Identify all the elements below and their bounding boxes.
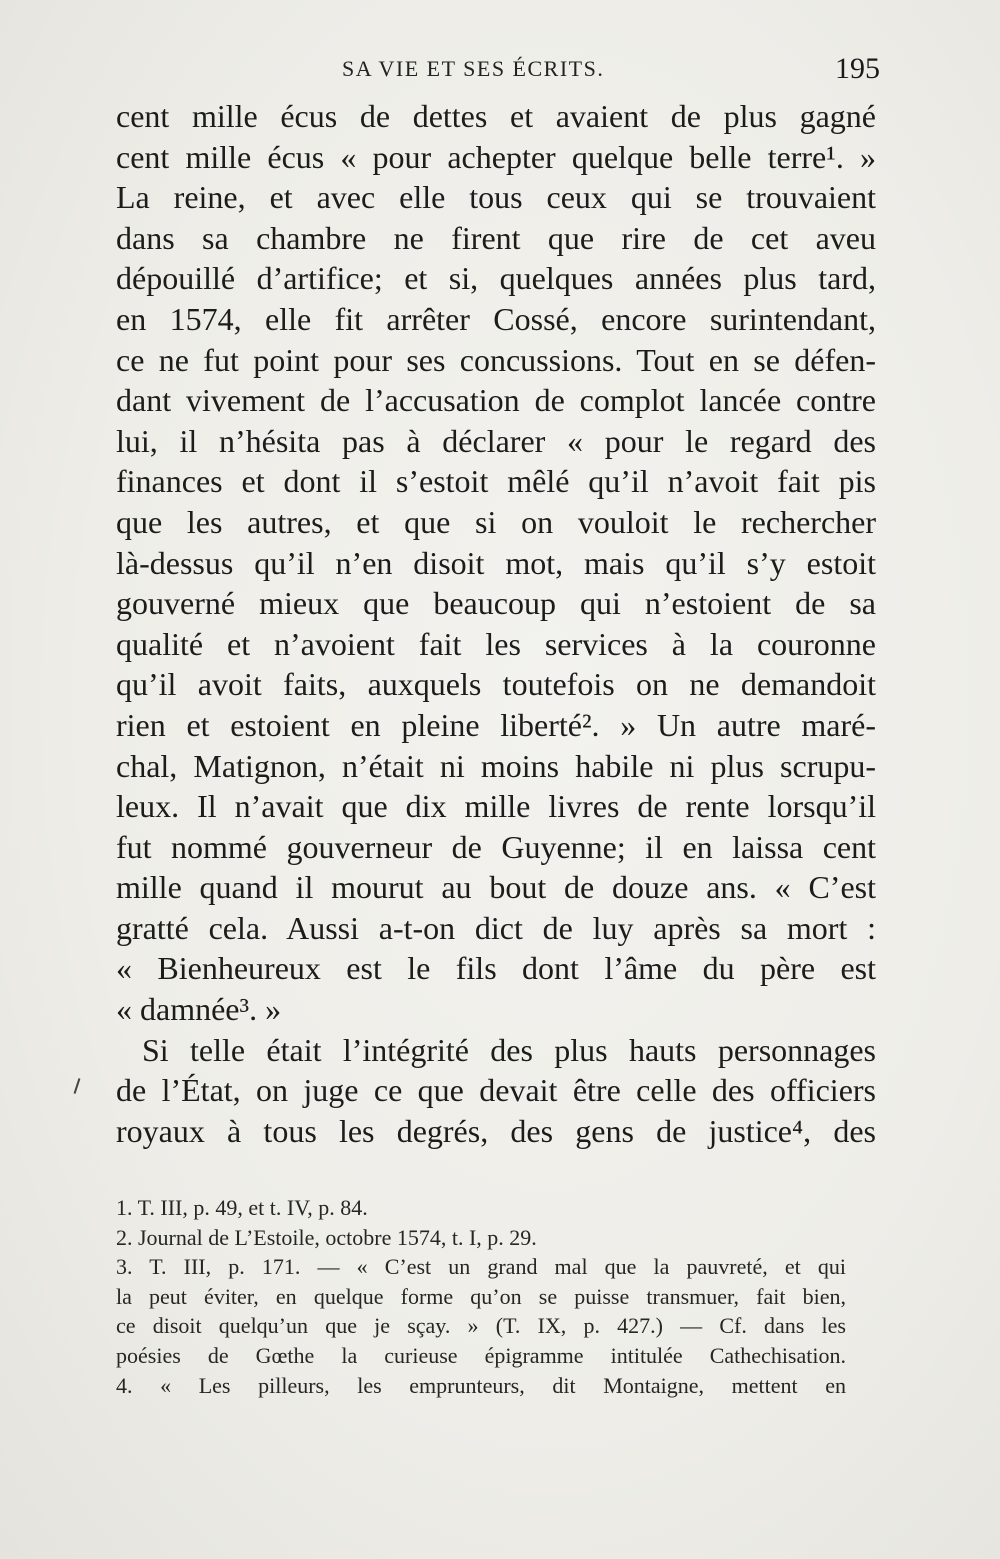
footnote-line: 4. « Les pilleurs, les emprunteurs, dit Montaigne, mettent en	[116, 1372, 846, 1398]
text-line: « damnée³. »	[116, 991, 282, 1028]
text-line: royaux à tous les degrés, des gens de justice⁴, des	[116, 1112, 876, 1149]
text-line: que les autres, et que si on vouloit le rechercher	[116, 503, 876, 540]
page-number: 195	[835, 52, 880, 85]
stray-ink-mark	[74, 1078, 81, 1094]
text-line: Si telle était l’intégrité des plus hauts personnages	[142, 1031, 876, 1068]
running-head: SA VIE ET SES ÉCRITS.	[342, 56, 605, 81]
footnote-line: la peut éviter, en quelque forme qu’on se puisse transmuer, fait bien,	[116, 1283, 846, 1309]
footnote-line: ce disoit quelqu’un que je sçay. » (T. IX, p. 427.) — Cf. dans les	[116, 1313, 846, 1339]
footnotes	[116, 1193, 846, 1400]
text-line: mille quand il mourut au bout de douze ans. « C’est	[116, 869, 876, 906]
text-line: « Bienheureux est le fils dont l’âme du père est	[116, 950, 876, 987]
text-line: cent mille écus de dettes et avaient de plus gagné	[116, 98, 876, 134]
body-text	[116, 96, 876, 1151]
text-line: cent mille écus « pour achepter quelque belle terre¹. »	[116, 138, 876, 175]
text-line: finances et dont il s’estoit mêlé qu’il n’avoit fait pis	[116, 463, 876, 500]
footnote-line: 2. Journal de L’Estoile, octobre 1574, t. I, p. 29.	[116, 1224, 537, 1250]
text-line: en 1574, elle fit arrêter Cossé, encore surintendant,	[116, 300, 876, 337]
footnote-line: 1. T. III, p. 49, et t. IV, p. 84.	[116, 1195, 368, 1220]
page-header	[110, 50, 880, 90]
text-line: lui, il n’hésita pas à déclarer « pour le regard des	[116, 422, 876, 459]
text-line: dant vivement de l’accusation de complot lancée contre	[116, 382, 876, 419]
text-line: chal, Matignon, n’était ni moins habile ni plus scrupu-	[116, 747, 876, 784]
text-line: gouverné mieux que beaucoup qui n’estoient de sa	[116, 585, 876, 622]
text-line: de l’État, on juge ce que devait être celle des officiers	[116, 1072, 876, 1109]
text-line: qualité et n’avoient fait les services à la couronne	[116, 625, 876, 662]
text-line: dépouillé d’artifice; et si, quelques années plus tard,	[116, 260, 876, 297]
text-line: ce ne fut point pour ses concussions. Tout en se défen-	[116, 341, 876, 378]
text-line: là-dessus qu’il n’en disoit mot, mais qu’il s’y estoit	[116, 544, 876, 581]
text-line: dans sa chambre ne firent que rire de cet aveu	[116, 219, 876, 256]
text-line: qu’il avoit faits, auxquels toutefois on ne demandoit	[116, 666, 876, 703]
footnote-line: poésies de Gœthe la curieuse épigramme intitulée Cathechisation.	[116, 1342, 846, 1368]
text-line: La reine, et avec elle tous ceux qui se trouvaient	[116, 179, 876, 216]
footnote-line: 3. T. III, p. 171. — « C’est un grand mal que la pauvreté, et qui	[116, 1254, 846, 1280]
text-line: gratté cela. Aussi a-t-on dict de luy après sa mort :	[116, 909, 876, 946]
text-line: fut nommé gouverneur de Guyenne; il en laissa cent	[116, 828, 876, 865]
text-line: leux. Il n’avait que dix mille livres de rente lorsqu’il	[116, 788, 876, 825]
text-line: rien et estoient en pleine liberté². » Un autre maré-	[116, 706, 876, 743]
